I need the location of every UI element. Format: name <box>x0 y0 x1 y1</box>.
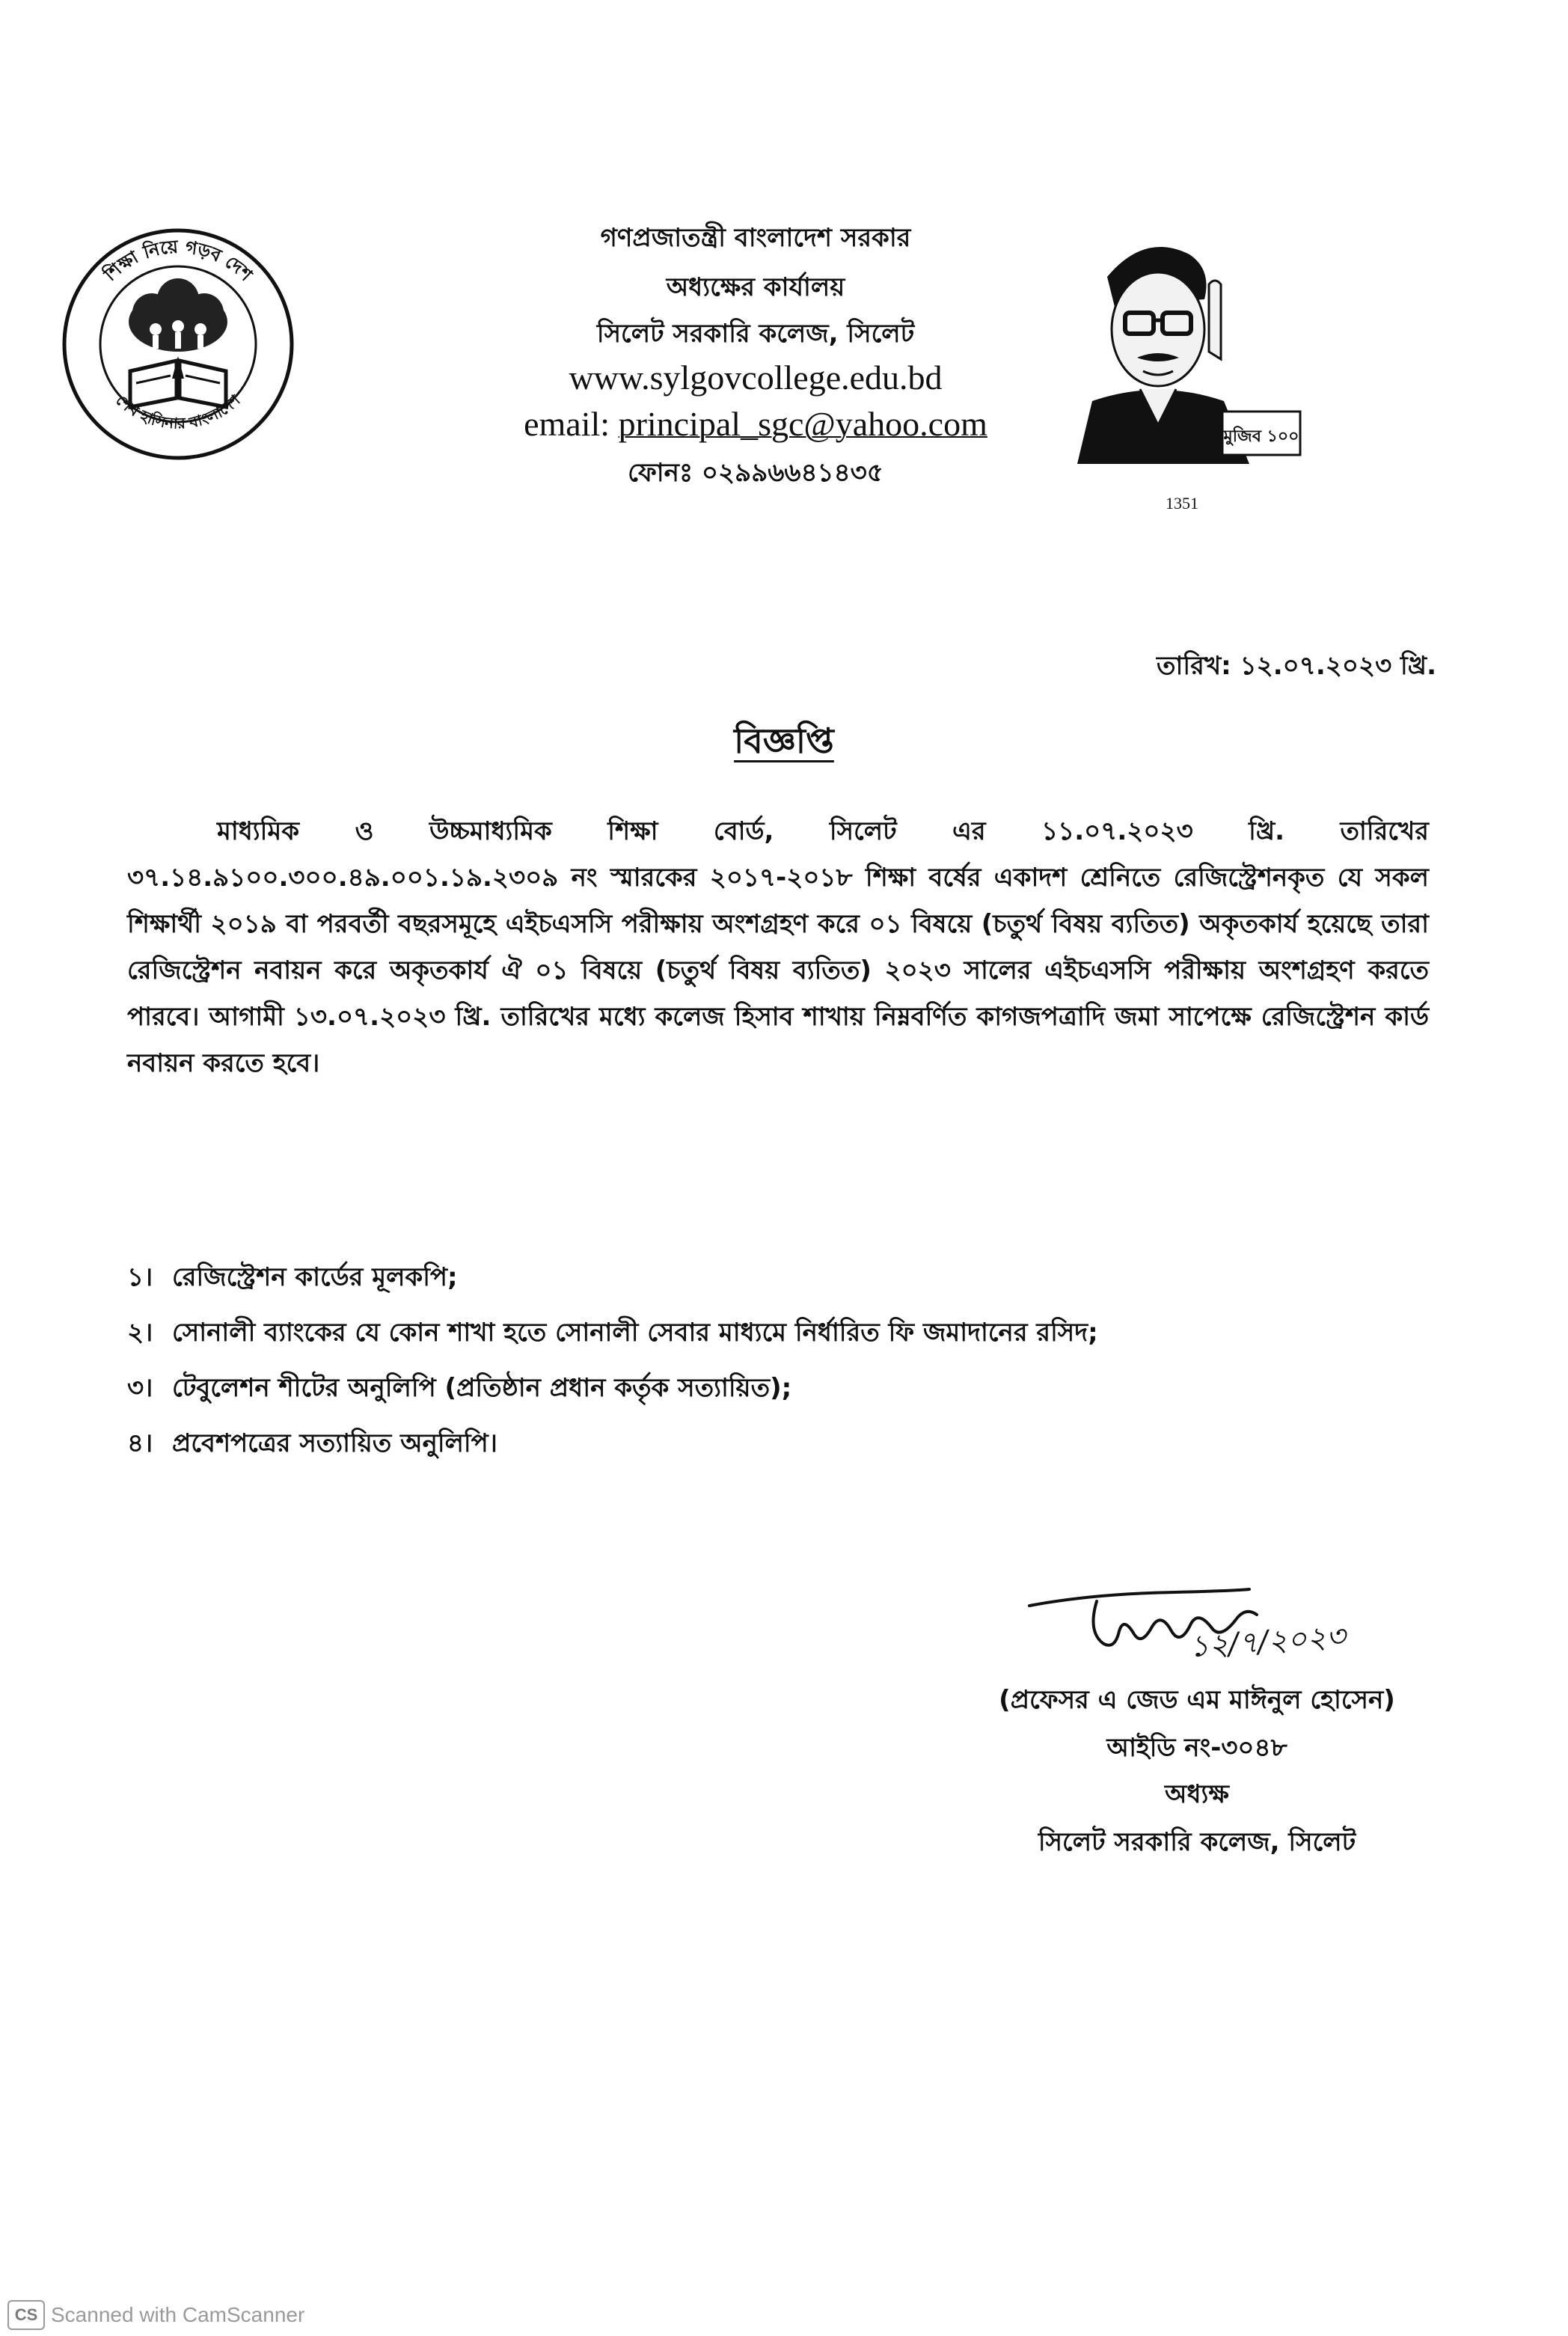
office-name: অধ্যক্ষের কার্যালয় <box>666 272 845 302</box>
government-name: গণপ্রজাতন্ত্রী বাংলাদেশ সরকার <box>600 223 911 253</box>
portrait-code: 1351 <box>1166 494 1198 513</box>
list-item-text: টেবুলেশন শীটের অনুলিপি (প্রতিষ্ঠান প্রধান কর্তৃক সত্যায়িত); <box>172 1373 792 1403</box>
list-item-text: রেজিস্ট্রেশন কার্ডের মূলকপি; <box>172 1262 458 1292</box>
list-item-number: ৩। <box>127 1373 153 1403</box>
list-item <box>127 1420 1444 1476</box>
college-phone: ফোনঃ ০২৯৯৬৬৪১৪৩৫ <box>628 458 883 488</box>
list-item-number: ৪। <box>127 1428 153 1458</box>
email-label: email: <box>524 405 610 443</box>
list-item-text: প্রবেশপত্রের সত্যায়িত অনুলিপি। <box>172 1428 497 1458</box>
notice-title: বিজ্ঞপ্তি <box>734 721 834 761</box>
logo-bottom-text: শেখ হাসিনার বাংলাদেশ <box>112 391 244 432</box>
requirements-list <box>127 1254 1444 1476</box>
college-name: সিলেট সরকারি কলেজ, সিলেট <box>596 319 915 349</box>
list-item <box>127 1254 1444 1309</box>
signatory-id: আইডি নং-৩০৪৮ <box>1106 1733 1287 1763</box>
signatory-college: সিলেট সরকারি কলেজ, সিলেট <box>1038 1827 1356 1857</box>
list-item <box>127 1365 1444 1420</box>
list-item <box>127 1309 1444 1365</box>
scanner-text: Scanned with CamScanner <box>51 2303 305 2326</box>
email-address[interactable]: principal_sgc@yahoo.com <box>618 405 987 443</box>
signatory-designation: অধ্যক্ষ <box>1165 1779 1229 1809</box>
camscanner-icon: CS <box>7 2300 45 2330</box>
notice-body: মাধ্যমিক ও উচ্চমাধ্যমিক শিক্ষা বোর্ড, সিলেট এর ১১.০৭.২০২৩ খ্রি. তারিখের ৩৭.১৪.৯১০০.৩০০.৪৯.০০১.১৯.২৩০৯ নং স্মারকের ২০১৭-২০১৮ শিক্ষা বর্ষের একাদশ শ্রেনিতে রেজিস্ট্রেশনকৃত যে সকল শিক্ষার্থী ২০১৯ বা পরবর্তী বছরসমূহে এইচএসসি পরীক্ষায় অংশগ্রহণ করে ০১ বিষয়ে (চতুর্থ বিষয় ব্যতিত) অকৃতকার্য হয়েছে তারা রেজিস্ট্রেশন নবায়ন করে অকৃতকার্য ঐ ০১ বিষয়ে (চতুর্থ বিষয় ব্যতিত) ২০২৩ সালের এইচএসসি পরীক্ষায় অংশগ্রহণ করতে পারবে। আগামী ১৩.০৭.২০২৩ খ্রি. তারিখের মধ্যে কলেজ হিসাব শাখায় নিম্নবর্ণিত কাগজপত্রাদি জমা সাপেক্ষে রেজিস্ট্রেশন কার্ড নবায়ন করতে হবে। <box>127 816 1430 1078</box>
mujib-badge-text: মুজিব ১০০ <box>1223 427 1299 446</box>
signature-date: ১২/৭/২০২৩ <box>1188 1618 1347 1665</box>
scanner-watermark <box>7 2300 304 2330</box>
college-website[interactable]: www.sylgovcollege.edu.bd <box>569 358 943 397</box>
list-item-number: ১। <box>127 1262 153 1292</box>
notice-date: তারিখ: ১২.০৭.২০২৩ খ্রি. <box>1157 651 1436 681</box>
college-logo-icon <box>58 224 298 464</box>
logo-top-text: শিক্ষা নিয়ে গড়ব দেশ <box>99 236 257 286</box>
list-item-text: সোনালী ব্যাংকের যে কোন শাখা হতে সোনালী সেবার মাধ্যমে নির্ধারিত ফি জমাদানের রসিদ; <box>172 1318 1098 1348</box>
college-email <box>419 404 1092 444</box>
list-item-number: ২। <box>127 1318 153 1348</box>
signatory-name: (প্রফেসর এ জেড এম মাঈনুল হোসেন) <box>999 1685 1395 1715</box>
mujib-portrait-icon <box>1062 224 1302 464</box>
